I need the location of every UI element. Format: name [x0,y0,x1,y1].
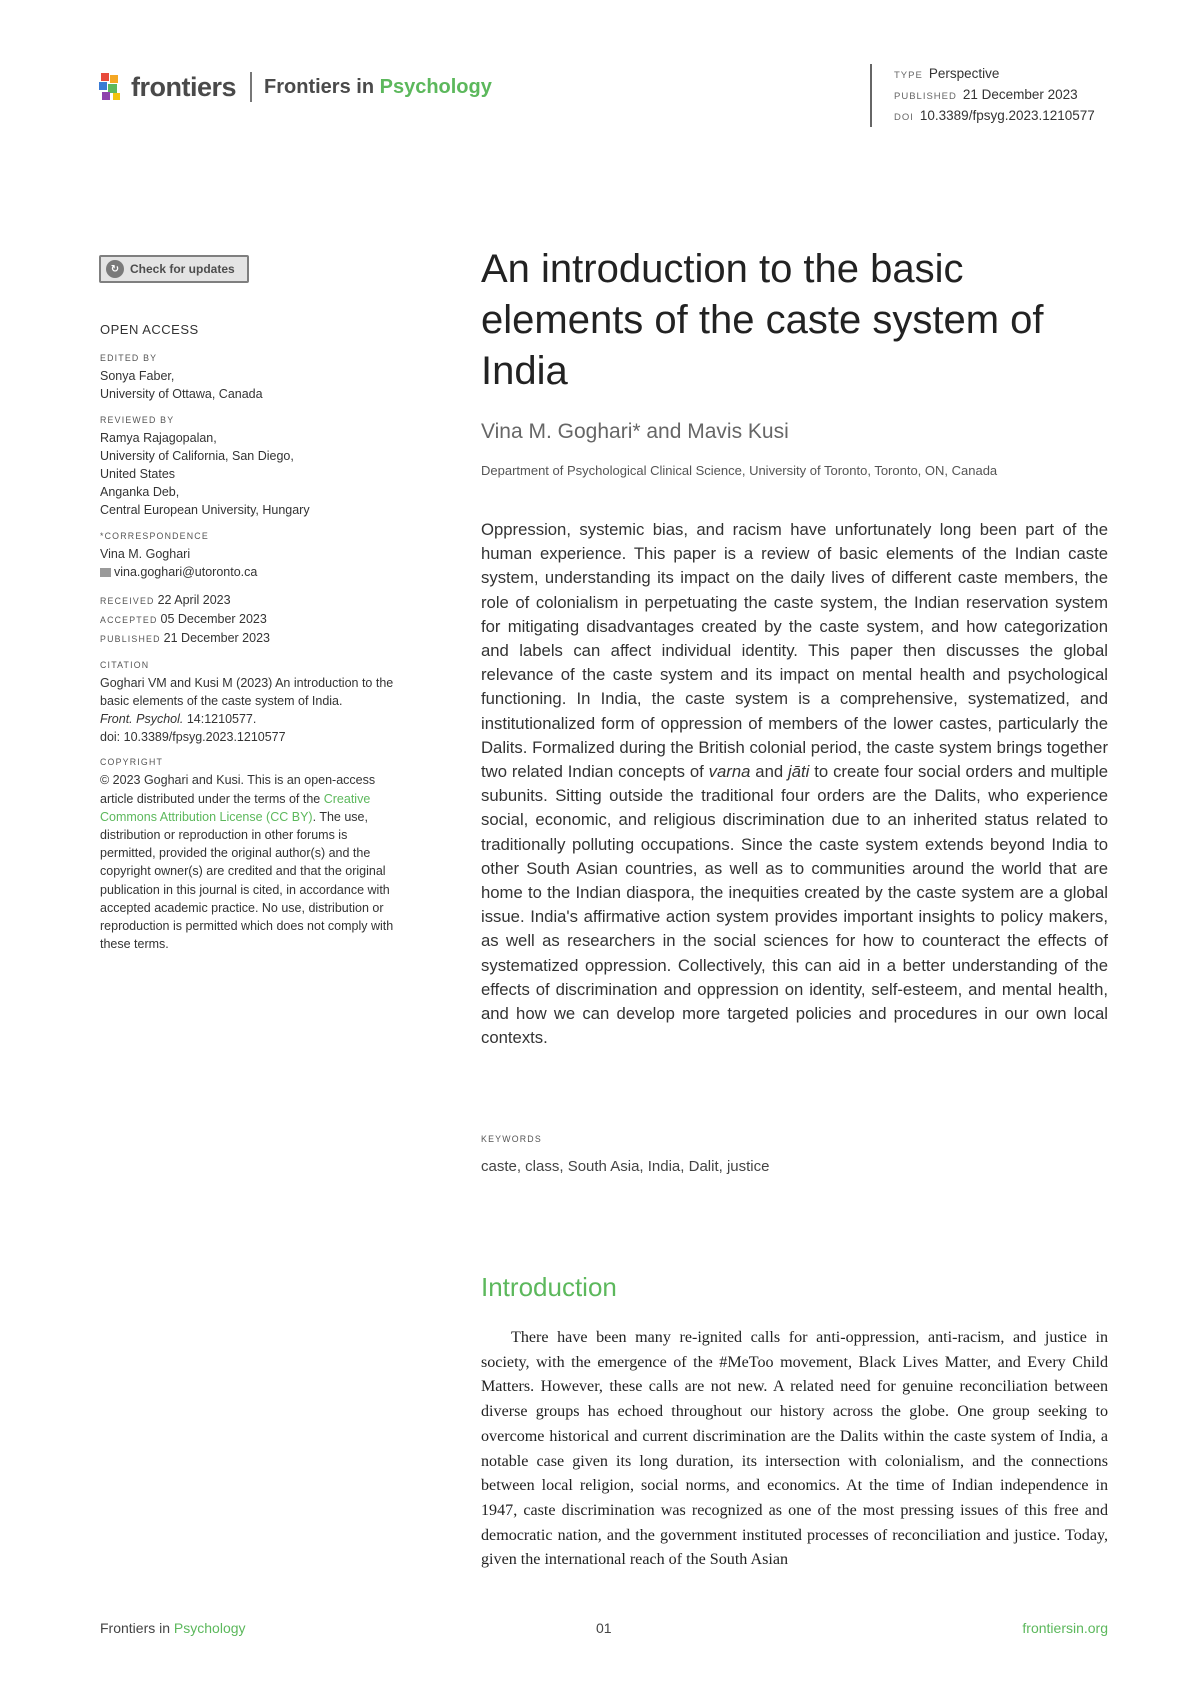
reviewer-info: Ramya Rajagopalan, University of California, San Diego, United States Anganka Deb, Central European University, Hungary [100,430,310,518]
update-check-icon: ↻ [106,260,124,278]
sidebar [100,321,400,953]
author-affiliation: Department of Psychological Clinical Science, University of Toronto, Toronto, ON, Canada [481,463,998,478]
citation-text: Goghari VM and Kusi M (2023) An introduction to the basic elements of the caste system of India. Front. Psychol. 14:1210577. doi: 10.3389/fpsyg.2023.1210577 [100,675,394,745]
copyright-text: © 2023 Goghari and Kusi. This is an open-access article distributed under the terms of the Creative Commons Attribution License (CC BY). The use, distribution or reproduction in other forums is permitted, provided the original author(s) and the copyright owner(s) are credited and that the original publication in this journal is cited, in accordance with accepted academic practice. No use, distribution or reproduction is permitted which does not comply with these terms. [100,773,394,952]
frontiers-logo-icon [99,72,125,102]
meta-doi[interactable]: DOI 10.3389/fpsyg.2023.1210577 [894,108,1095,123]
journal-name: Frontiers in Psychology [264,75,492,98]
meta-type: TYPE Perspective [894,66,1000,81]
license-link[interactable]: Creative Commons Attribution License (CC BY) [100,791,371,824]
reviewed-by-label: REVIEWED BY [100,414,175,425]
copyright-label: COPYRIGHT [100,757,164,768]
page-number: 01 [596,1620,612,1636]
meta-published: PUBLISHED 21 December 2023 [894,87,1078,102]
footer-site-link[interactable]: frontiersin.org [1022,1620,1108,1636]
abstract: Oppression, systemic bias, and racism have unfortunately long been part of the human experience. This paper is a review of basic elements of the Indian caste system, understanding its impact on the daily lives of different caste members, the role of colonialism in perpetuating the caste system, the Indian reservation system for mitigating disadvantages created by the caste system, and how categorization and labels can affect individual identity. This paper then discusses the global relevance of the caste system and its impact on mental health and psychological functioning. In India, the caste system is a comprehensive, systematized, and institutionalized form of oppression of members of the lower castes, particularly the Dalits. Formalized during the British colonial period, the caste system brings together two related Indian concepts of varna and jāti to create four social orders and multiple subunits. Sitting outside the traditional four orders are the Dalits, who experience social, economic, and religious discrimination due to an inherited status related to traditionally polluting occupations. Since the caste system extends beyond India to other South Asian countries, as well as to communities around the world that are home to the Indian diaspora, the inequities created by the caste system are a global issue. India's affirmative action system provides important insights to policy makers, as well as researchers in the social sciences for how to counteract the effects of systematized oppression. Collectively, this can aid in a better understanding of the effects of discrimination and oppression on identity, self-esteem, and mental health, and how we can develop more targeted policies and procedures in our own local contexts. [481,520,1108,1048]
footer-journal: Frontiers in Psychology [100,1620,246,1636]
edited-by-label: EDITED BY [100,353,158,364]
journal-logo[interactable] [99,70,569,104]
check-for-updates-button[interactable]: ↻ Check for updates [99,255,249,283]
correspondence-info: Vina M. Goghari vina.goghari@utoronto.ca [100,545,400,581]
dates: RECEIVED 22 April 2023 ACCEPTED 05 December 2023 PUBLISHED 21 December 2023 [100,593,270,646]
editor-info: Sonya Faber, University of Ottawa, Canada [100,369,263,402]
logo-divider [250,72,252,102]
publisher-name: frontiers [131,71,237,102]
article-title: An introduction to the basic elements of the caste system of India [481,247,1044,393]
keywords: caste, class, South Asia, India, Dalit, justice [481,1158,770,1175]
keywords-label: KEYWORDS [481,1134,542,1144]
mail-icon [100,568,111,577]
introduction-paragraph: There have been many re-ignited calls for anti-oppression, anti-racism, and justice in society, with the emergence of the #MeToo movement, Black Lives Matter, and Every Child Matters. However, these calls are not new. A related need for genuine reconciliation between diverse groups has echoed throughout our history across the globe. One group seeking to overcome historical and current discrimination are the Dalits within the caste system of India, a notable case given its long duration, its intersection with colonialism, and the connections between local religion, social norms, and economics. At the time of Indian independence in 1947, caste discrimination was recognized as one of the most pressing issues of this free and democratic nation, and the government instituted processes of reconciliation and justice. Today, given the international reach of the South Asian [481,1329,1108,1569]
open-access-label: OPEN ACCESS [100,322,199,337]
citation-doi[interactable]: doi: 10.3389/fpsyg.2023.1210577 [100,730,286,745]
section-heading-introduction: Introduction [481,1272,617,1302]
correspondence-label: *CORRESPONDENCE [100,530,209,541]
article-meta [870,64,1095,127]
article-authors: Vina M. Goghari* and Mavis Kusi [481,420,789,443]
citation-label: CITATION [100,659,150,670]
correspondence-email[interactable]: vina.goghari@utoronto.ca [100,563,400,581]
